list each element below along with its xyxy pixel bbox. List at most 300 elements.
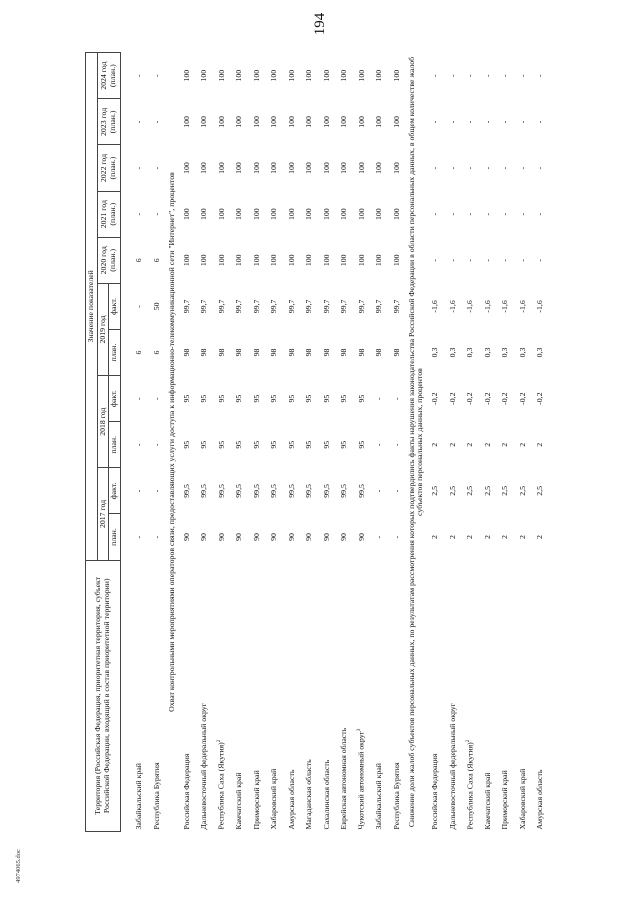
value-cell: 2 (430, 442, 440, 447)
territory-cell (178, 560, 196, 831)
section-title: Охват контрольными мероприятиями операторов связи, предоставляющих услуги доступа к информационно-телекоммуникационной сети "Интернет", процентов (166, 172, 176, 712)
value-cell: - (517, 74, 527, 77)
value-cell: 95 (269, 394, 279, 403)
territory-name: Еврейская автономная область (339, 727, 349, 830)
value-cell: 2,5 (465, 486, 475, 496)
value-cell: 100 (286, 254, 296, 267)
value-cell: 100 (251, 208, 261, 220)
year-header-2018: 2018 год (97, 376, 109, 468)
territory-name: Забайкальский край (374, 763, 384, 830)
territory-cell (148, 560, 166, 831)
value-cell: 99,5 (304, 484, 314, 498)
plan-header: план. (109, 329, 121, 375)
value-cell: 95 (304, 394, 314, 403)
value-cell: - (134, 74, 144, 77)
value-cell: 50 (151, 302, 161, 311)
value-cell: - (482, 258, 492, 262)
value-cell: 2 (430, 535, 440, 539)
table-row (213, 53, 231, 832)
value-cell: 90 (339, 533, 349, 541)
value-cell: - (151, 443, 161, 447)
value-cell: - (482, 74, 492, 77)
value-cell: - (535, 212, 545, 216)
value-cell: 100 (321, 162, 331, 174)
value-cell: -1,6 (430, 300, 440, 313)
value-cell: 99,5 (269, 484, 279, 498)
value-cell: 100 (391, 69, 401, 82)
value-cell: 2 (482, 442, 492, 447)
value-cell: - (151, 535, 161, 539)
value-cell: 90 (234, 533, 244, 541)
value-cell: 100 (374, 254, 384, 267)
value-cell: - (151, 489, 161, 493)
value-cell: 99,7 (216, 299, 226, 314)
territory-cell (497, 560, 515, 831)
value-cell: 99,5 (339, 484, 349, 498)
value-cell: 100 (304, 208, 314, 220)
value-cell: 99,7 (321, 299, 331, 314)
value-cell: 98 (251, 348, 261, 357)
value-cell: 100 (181, 69, 191, 82)
value-cell: 100 (269, 116, 279, 128)
year-header-2017: 2017 год (97, 468, 109, 560)
value-cell: 90 (251, 533, 261, 541)
territory-name: Амурская область (535, 769, 545, 830)
plan-header: план. (109, 514, 121, 560)
value-cell: 100 (356, 254, 366, 267)
value-cell: 99,7 (234, 299, 244, 314)
table-row (336, 53, 354, 832)
value-cell: 2 (517, 442, 527, 447)
value-cell: 100 (356, 162, 366, 174)
territory-cell (196, 560, 214, 831)
value-cell: 98 (216, 348, 226, 357)
value-cell: 0,3 (517, 347, 527, 358)
section-title: Снижение доли жалоб субъектов персональных данных, по результатам рассмотрения которых подтвердились факты нарушения законодательства Российской Федерации в области персональных данных, в общем количестве жалоб субъектов персональных данных, процентов (406, 56, 425, 828)
table-row (148, 53, 166, 832)
year-header-2024: 2024 год (план.) (97, 53, 120, 99)
value-cell: 90 (181, 533, 191, 541)
territory-name: Приморский край (500, 770, 510, 830)
value-cell: 100 (339, 254, 349, 267)
territory-cell (266, 560, 284, 831)
table-row (178, 53, 196, 832)
territory-cell (462, 560, 480, 831)
value-cell: 98 (374, 348, 384, 357)
year-header-2021: 2021 год (план.) (97, 191, 120, 237)
table-row (427, 53, 445, 832)
value-cell: 95 (321, 394, 331, 403)
value-cell: 95 (251, 440, 261, 449)
value-cell: 100 (391, 116, 401, 128)
value-cell: 6 (151, 350, 161, 355)
section-title-row (406, 53, 427, 832)
value-cell: 6 (134, 258, 144, 263)
footnote-marker: 3 (357, 728, 363, 732)
fact-header: факт. (109, 283, 121, 329)
value-cell: 2 (500, 442, 510, 447)
territory-name: Дальневосточный федеральный округ (447, 703, 457, 830)
value-cell: 90 (199, 533, 209, 541)
value-cell: 2,5 (535, 486, 545, 496)
value-cell: - (391, 443, 401, 447)
value-cell: 95 (181, 394, 191, 403)
value-cell: 100 (234, 254, 244, 267)
territory-name: Чукотский автономный округ (357, 731, 367, 830)
value-cell: -0,2 (500, 392, 510, 405)
value-cell: 100 (286, 162, 296, 174)
footnote-marker: 2 (217, 739, 223, 743)
value-cell: - (500, 212, 510, 216)
value-cell: - (447, 74, 457, 77)
value-cell: 100 (199, 208, 209, 220)
value-cell: - (134, 305, 144, 308)
value-cell: - (535, 166, 545, 170)
territory-cell (514, 560, 532, 831)
value-cell: -0,2 (465, 392, 475, 405)
year-header-2023: 2023 год (план.) (97, 99, 120, 145)
value-cell: 95 (234, 394, 244, 403)
territory-header: Территория (Российская Федерация, приоритетная территория, субъект Российской Федерации, входящий в состав приоритетной территории) (86, 560, 121, 831)
value-cell: - (500, 74, 510, 77)
value-cell: 99,7 (304, 299, 314, 314)
value-cell: -1,6 (447, 300, 457, 313)
indicator-table (85, 52, 549, 832)
territory-cell (444, 560, 462, 831)
value-cell: 95 (286, 394, 296, 403)
value-cell: 2 (535, 535, 545, 539)
value-cell: 2 (482, 535, 492, 539)
value-cell: -1,6 (465, 300, 475, 313)
value-cell: 100 (391, 162, 401, 174)
value-cell: 100 (216, 116, 226, 128)
value-cell: 2 (447, 535, 457, 539)
value-cell: 100 (181, 254, 191, 267)
value-cell: 100 (234, 116, 244, 128)
value-cell: - (465, 258, 475, 262)
value-cell: 100 (181, 208, 191, 220)
table-row (231, 53, 249, 832)
value-cell: - (447, 166, 457, 170)
value-cell: 100 (356, 208, 366, 220)
value-cell: 99,5 (356, 484, 366, 498)
rotated-table-container (85, 52, 604, 832)
value-cell: 100 (251, 254, 261, 267)
value-cell: 100 (286, 116, 296, 128)
section-title-row (166, 53, 179, 832)
table-row (196, 53, 214, 832)
territory-cell (231, 560, 249, 831)
value-cell: -0,2 (517, 392, 527, 405)
value-cell: 100 (216, 69, 226, 82)
value-cell: - (465, 120, 475, 124)
value-cell: 95 (356, 440, 366, 449)
value-cell: -0,2 (535, 392, 545, 405)
table-row (462, 53, 480, 832)
value-cell: 95 (216, 440, 226, 449)
value-cell: 99,5 (251, 484, 261, 498)
value-cell: - (465, 74, 475, 77)
value-cell: 99,5 (234, 484, 244, 498)
territory-cell (213, 560, 231, 831)
value-cell: 100 (286, 208, 296, 220)
value-cell: 98 (339, 348, 349, 357)
page-number: 194 (311, 12, 328, 36)
value-cell: 2 (447, 442, 457, 447)
value-cell: - (517, 120, 527, 124)
table-row (497, 53, 515, 832)
value-cell: - (391, 397, 401, 400)
value-cell: - (151, 397, 161, 400)
value-cell: 100 (304, 162, 314, 174)
value-cell: 95 (234, 440, 244, 449)
value-cell: 2 (535, 442, 545, 447)
territory-cell (283, 560, 301, 831)
value-cell: - (482, 212, 492, 216)
value-cell: 100 (339, 69, 349, 82)
value-cell: 100 (304, 116, 314, 128)
value-cell: 100 (321, 116, 331, 128)
value-cell: 100 (321, 69, 331, 82)
value-cell: 100 (269, 162, 279, 174)
value-cell: 100 (216, 208, 226, 220)
territory-name: Дальневосточный федеральный округ (199, 703, 209, 830)
value-cell: 98 (356, 348, 366, 357)
value-cell: 100 (374, 116, 384, 128)
value-cell: 90 (356, 533, 366, 541)
value-cell: - (482, 166, 492, 170)
value-cell: 100 (321, 208, 331, 220)
territory-name: Республика Бурятия (151, 762, 161, 830)
value-cell: 100 (304, 69, 314, 82)
territory-name: Приморский край (251, 770, 261, 830)
value-cell: 100 (269, 254, 279, 267)
value-cell: 100 (374, 162, 384, 174)
value-cell: 99,5 (199, 484, 209, 498)
value-cell: 95 (216, 394, 226, 403)
value-cell: 2,5 (447, 486, 457, 496)
value-cell: - (134, 166, 144, 170)
territory-name: Хабаровский край (517, 768, 527, 830)
table-row (301, 53, 319, 832)
value-cell: 90 (304, 533, 314, 541)
value-cell: -1,6 (517, 300, 527, 313)
value-cell: -1,6 (500, 300, 510, 313)
value-cell: - (535, 74, 545, 77)
value-cell: 100 (339, 116, 349, 128)
value-cell: - (151, 120, 161, 124)
value-cell: 100 (199, 69, 209, 82)
territory-name: Российская Федерация (181, 753, 191, 830)
table-row (388, 53, 406, 832)
value-cell: 99,5 (181, 484, 191, 498)
year-header-2020: 2020 год (план.) (97, 237, 120, 283)
table-row (131, 53, 149, 832)
value-cell: 100 (374, 69, 384, 82)
value-cell: -1,6 (482, 300, 492, 313)
territory-cell (336, 560, 354, 831)
value-cell: 100 (269, 208, 279, 220)
territory-name: Камчатский край (234, 772, 244, 830)
value-cell: 95 (321, 440, 331, 449)
table-row (532, 53, 550, 832)
value-cell: 90 (321, 533, 331, 541)
territory-name: Амурская область (286, 769, 296, 830)
value-cell: 99,7 (181, 299, 191, 314)
value-cell: -0,2 (430, 392, 440, 405)
value-cell: 98 (199, 348, 209, 357)
territory-cell (371, 560, 389, 831)
value-cell: 100 (391, 254, 401, 267)
footnote-marker: 2 (466, 739, 472, 743)
value-cell: - (447, 120, 457, 124)
value-cell: 100 (216, 254, 226, 267)
value-cell: - (517, 166, 527, 170)
value-cell: 100 (234, 162, 244, 174)
year-header-2022: 2022 год (план.) (97, 145, 120, 191)
value-cell: 0,3 (482, 347, 492, 358)
value-cell: 98 (286, 348, 296, 357)
value-cell: 90 (216, 533, 226, 541)
table-header (86, 53, 121, 832)
value-cell: 99,5 (216, 484, 226, 498)
value-cell: 95 (286, 440, 296, 449)
value-cell: 100 (199, 116, 209, 128)
value-cell: 2 (500, 535, 510, 539)
value-cell: - (151, 74, 161, 77)
value-cell: 99,7 (199, 299, 209, 314)
value-cell: 100 (269, 69, 279, 82)
value-cell: - (374, 489, 384, 493)
value-cell: - (134, 212, 144, 216)
value-cell: - (134, 489, 144, 493)
value-cell: 95 (181, 440, 191, 449)
value-cell: 98 (234, 348, 244, 357)
table-row (248, 53, 266, 832)
value-cell: 2,5 (430, 486, 440, 496)
value-cell: - (500, 120, 510, 124)
value-cell: - (374, 397, 384, 400)
territory-name: Республика Бурятия (391, 762, 401, 830)
value-cell: 95 (269, 440, 279, 449)
value-cell: - (151, 212, 161, 216)
value-cell: 100 (304, 254, 314, 267)
value-cell: 0,3 (465, 347, 475, 358)
territory-cell (301, 560, 319, 831)
fact-header: факт. (109, 376, 121, 422)
value-cell: 95 (199, 440, 209, 449)
territory-name: Республика Саха (Якутия) (465, 742, 475, 830)
territory-cell (318, 560, 336, 831)
value-cell: 100 (321, 254, 331, 267)
value-cell: 90 (269, 533, 279, 541)
value-cell: - (482, 120, 492, 124)
value-cell: - (374, 443, 384, 447)
value-cell: 100 (234, 208, 244, 220)
value-cell: -1,6 (535, 300, 545, 313)
value-cell: 99,5 (286, 484, 296, 498)
values-title-header: Значение показателей (86, 53, 98, 561)
table-row (283, 53, 301, 832)
value-cell: - (391, 489, 401, 493)
territory-cell (131, 560, 149, 831)
value-cell: - (500, 166, 510, 170)
territory-name: Республика Саха (Якутия) (217, 742, 227, 830)
value-cell: 100 (391, 208, 401, 220)
value-cell: 95 (304, 440, 314, 449)
territory-cell (479, 560, 497, 831)
value-cell: 99,5 (321, 484, 331, 498)
value-cell: - (430, 120, 440, 124)
value-cell: - (447, 212, 457, 216)
table-row (479, 53, 497, 832)
value-cell: 98 (181, 348, 191, 357)
value-cell: 100 (199, 162, 209, 174)
value-cell: 2 (465, 442, 475, 447)
value-cell: - (430, 74, 440, 77)
value-cell: 100 (339, 162, 349, 174)
value-cell: - (430, 166, 440, 170)
value-cell: 99,7 (339, 299, 349, 314)
value-cell: 98 (269, 348, 279, 357)
value-cell: 100 (181, 116, 191, 128)
territory-name: Хабаровский край (269, 768, 279, 830)
value-cell: - (517, 258, 527, 262)
value-cell: 0,3 (447, 347, 457, 358)
value-cell: 95 (251, 394, 261, 403)
value-cell: 95 (339, 394, 349, 403)
value-cell: 90 (286, 533, 296, 541)
value-cell: - (535, 120, 545, 124)
value-cell: 100 (251, 69, 261, 82)
value-cell: 0,3 (430, 347, 440, 358)
value-cell: - (465, 212, 475, 216)
value-cell: 0,3 (535, 347, 545, 358)
table-row (444, 53, 462, 832)
value-cell: 99,7 (374, 299, 384, 314)
value-cell: 99,7 (356, 299, 366, 314)
value-cell: - (447, 258, 457, 262)
value-cell: 99,7 (391, 299, 401, 314)
value-cell: 99,7 (269, 299, 279, 314)
territory-cell (532, 560, 550, 831)
value-cell: 2,5 (500, 486, 510, 496)
value-cell: - (391, 535, 401, 539)
value-cell: 100 (199, 254, 209, 267)
value-cell: - (134, 397, 144, 400)
table-body (120, 53, 549, 832)
value-cell: 2 (465, 535, 475, 539)
value-cell: 99,7 (286, 299, 296, 314)
value-cell: - (151, 166, 161, 170)
value-cell: -0,2 (447, 392, 457, 405)
value-cell: 99,7 (251, 299, 261, 314)
territory-name: Сахалинская область (321, 759, 331, 830)
value-cell: 100 (339, 208, 349, 220)
value-cell: 100 (251, 162, 261, 174)
value-cell: - (430, 212, 440, 216)
value-cell: - (535, 258, 545, 262)
value-cell: - (430, 258, 440, 262)
value-cell: 2,5 (482, 486, 492, 496)
value-cell: - (500, 258, 510, 262)
territory-cell (248, 560, 266, 831)
value-cell: 100 (234, 69, 244, 82)
value-cell: 100 (356, 69, 366, 82)
territory-name: Магаданская область (304, 759, 314, 830)
value-cell: - (465, 166, 475, 170)
spacer-row (120, 53, 131, 832)
